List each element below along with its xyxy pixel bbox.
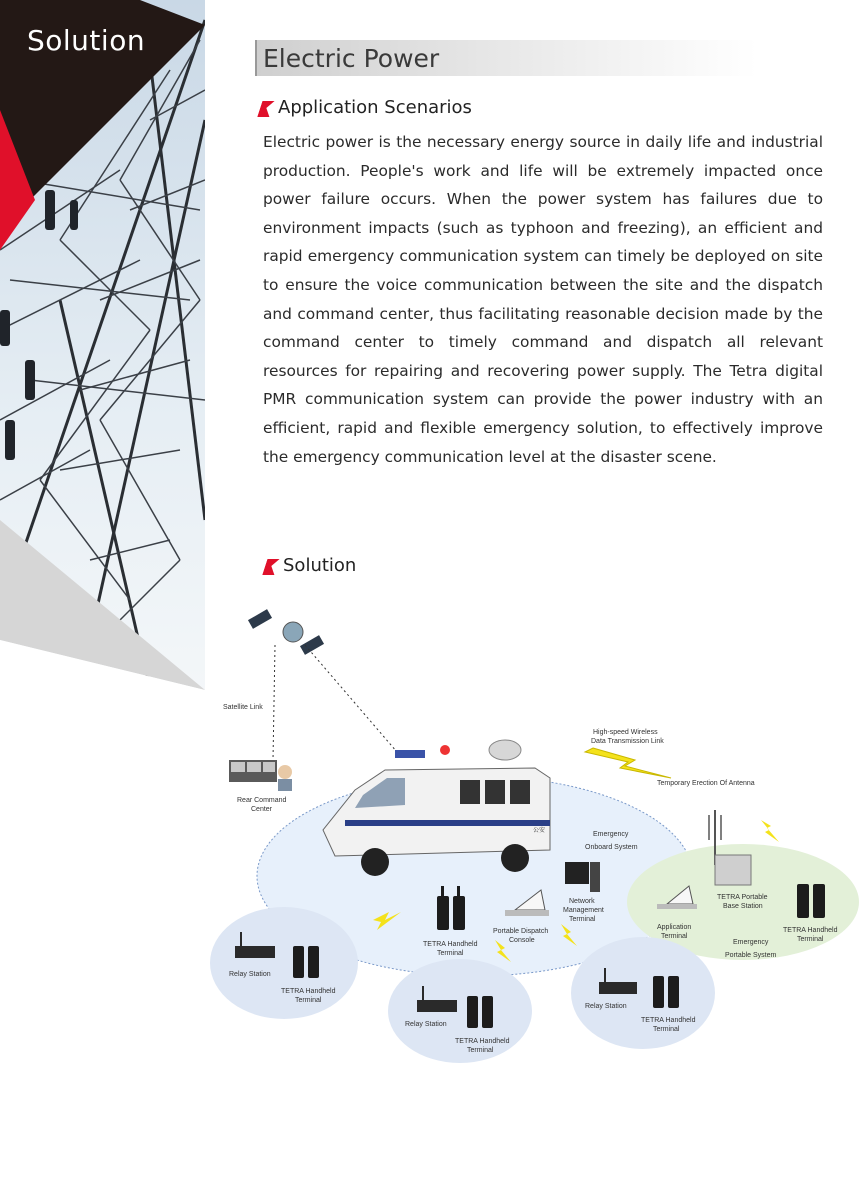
network-terminal-label-3: Terminal <box>569 916 596 923</box>
satellite-link-label: Satellite Link <box>223 704 263 711</box>
wireless-link-icon <box>585 748 671 778</box>
red-marker-icon <box>262 559 279 575</box>
dispatch-console-label: Portable Dispatch <box>493 928 549 935</box>
tetra-mid-label: TETRA Handheld <box>455 1038 510 1045</box>
relay-mid-ellipse <box>388 959 532 1063</box>
network-terminal-label-2: Management <box>563 907 604 914</box>
satellite-link-line <box>305 645 397 752</box>
portable-system-label: Emergency <box>733 939 769 946</box>
application-heading: Application Scenarios <box>278 97 472 118</box>
section-tag: Solution <box>27 24 146 57</box>
tetra-left-label: TETRA Handheld <box>281 988 336 995</box>
relay-right-ellipse <box>571 937 715 1049</box>
tetra-left-label-2: Terminal <box>295 997 322 1004</box>
satellite-link-line <box>273 645 275 760</box>
solution-heading: Solution <box>283 555 356 576</box>
svg-text:公安: 公安 <box>533 827 546 834</box>
relay-left-label: Relay Station <box>229 971 271 978</box>
onboard-label: Emergency <box>593 831 629 838</box>
tetra-center-label: TETRA Handheld <box>423 941 478 948</box>
portable-system-label-2: Portable System <box>725 952 777 959</box>
satellite-icon <box>248 609 324 655</box>
power-tower-image <box>0 0 205 700</box>
application-terminal-label-2: Terminal <box>661 933 688 940</box>
page-title: Electric Power <box>263 44 440 73</box>
hero-image-panel <box>0 0 205 700</box>
base-station-label: TETRA Portable <box>717 894 768 901</box>
application-terminal-label: Application <box>657 924 692 931</box>
red-marker-icon <box>257 101 274 117</box>
dispatch-console-label-2: Console <box>509 937 535 944</box>
tetra-right-label: TETRA Handheld <box>783 927 838 934</box>
tetra-right2-label: TETRA Handheld <box>641 1017 696 1024</box>
page-title-bar <box>255 40 757 76</box>
tetra-center-label-2: Terminal <box>437 950 464 957</box>
base-station-label-2: Base Station <box>723 903 763 910</box>
tetra-right-label-2: Terminal <box>797 936 824 943</box>
tetra-mid-label-2: Terminal <box>467 1047 494 1054</box>
lightning-icon <box>761 820 779 842</box>
wireless-link-label-2: Data Transmission Link <box>591 738 664 745</box>
tetra-right2-label-2: Terminal <box>653 1026 680 1033</box>
solution-diagram <box>205 600 861 1070</box>
wireless-link-label: High-speed Wireless <box>593 729 658 736</box>
antenna-label: Temporary Erection Of Antenna <box>657 780 755 787</box>
command-center-label-2: Center <box>251 806 273 813</box>
relay-mid-label: Relay Station <box>405 1021 447 1028</box>
relay-right-label: Relay Station <box>585 1003 627 1010</box>
application-body: Electric power is the necessary energy source in daily life and industrial production. People's work and life will be extremely impacted once power failure occurs. When the power system has failures due to environment impacts (such as typhoon and freezing), an efficient and rapid emergency communication system can timely be deployed on site to ensure the voice communication between the site and the dispatch and command center, thus facilitating reasonable decision made by the command center to timely command and dispatch all relevant resources for repairing and recovering power supply. The Tetra digital PMR communication system can provide the power industry with an efficient, rapid and flexible emergency solution, to effectively improve the emergency communication level at the disaster scene. <box>263 133 823 466</box>
network-terminal-label: Network <box>569 898 595 905</box>
onboard-label-2: Onboard System <box>585 844 638 851</box>
command-center-label: Rear Command <box>237 797 287 804</box>
relay-left-ellipse <box>210 907 358 1019</box>
command-center-icon <box>229 760 292 791</box>
